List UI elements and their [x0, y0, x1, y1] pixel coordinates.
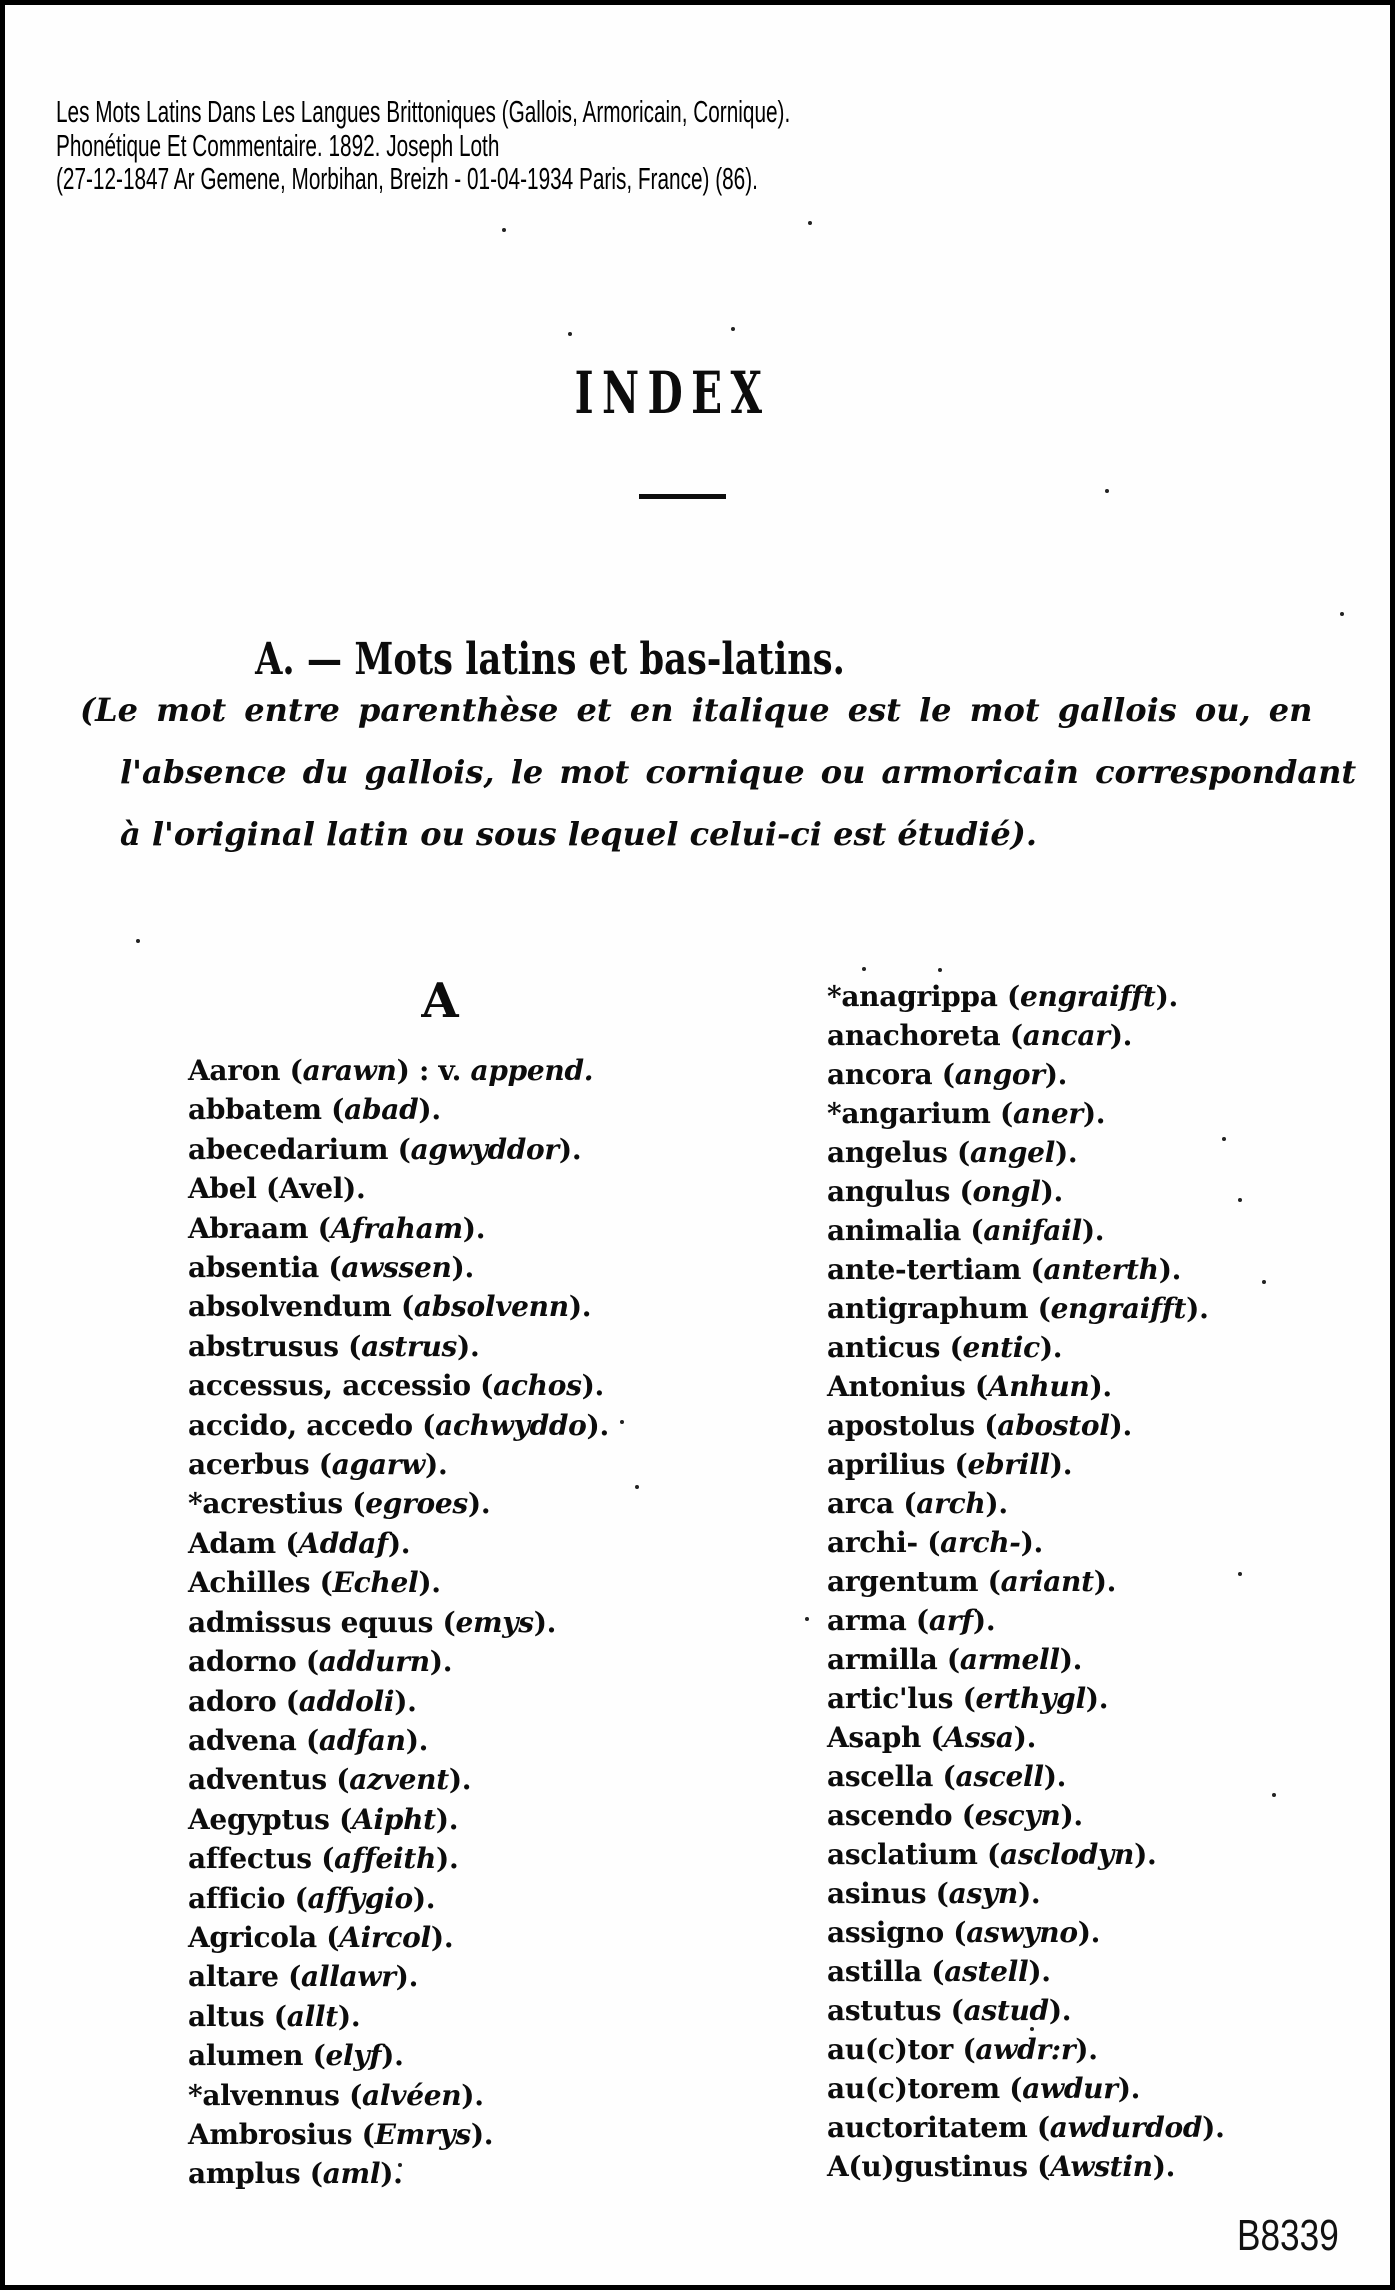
- index-entry: Adam (Addaf).: [188, 1526, 411, 1560]
- index-entry: afficio (affygio).: [188, 1881, 436, 1915]
- index-entry: Aaron (arawn) : v. append.: [188, 1054, 594, 1087]
- index-entry: ancora (angor).: [827, 1058, 1068, 1091]
- index-entry: Abraam (Afraham).: [188, 1211, 486, 1245]
- catalog-stamp: B8339: [1237, 2211, 1339, 2260]
- index-entry: astilla (astell).: [827, 1955, 1051, 1988]
- index-entry: ante-tertiam (anterth).: [827, 1253, 1182, 1286]
- index-entry: abstrusus (astrus).: [188, 1329, 480, 1363]
- index-entry: astutus (astud).: [827, 1994, 1072, 2027]
- index-entry: ascella (ascell).: [827, 1760, 1067, 1793]
- index-entry: asclatium (asclodyn).: [827, 1838, 1157, 1871]
- index-column-left: [188, 1051, 609, 2194]
- index-entry: *anagrippa (engraifft).: [827, 980, 1178, 1013]
- index-entry: *acrestius (egroes).: [188, 1487, 491, 1521]
- document-header: [56, 95, 1152, 196]
- title-rule: [639, 494, 726, 499]
- index-entry: armilla (armell).: [827, 1643, 1083, 1676]
- header-author-line: (27-12-1847 Ar Gemene, Morbihan, Breizh - 01-04-1934 Paris, France) (86).: [56, 161, 758, 196]
- index-entry: abecedarium (agwyddor).: [188, 1132, 582, 1166]
- index-entry: absolvendum (absolvenn).: [188, 1290, 592, 1324]
- index-entry: altus (allt).: [188, 1999, 361, 2033]
- index-entry: Ambrosius (Emrys).: [188, 2117, 494, 2151]
- index-entry: advena (adfan).: [188, 1723, 429, 1757]
- index-entry: artic'lus (erthygl).: [827, 1682, 1109, 1715]
- index-entry: anachoreta (ancar).: [827, 1019, 1133, 1052]
- index-entry: anticus (entic).: [827, 1331, 1063, 1364]
- index-entry: Antonius (Anhun).: [827, 1370, 1112, 1403]
- index-entry: *alvennus (alvéen).: [188, 2078, 484, 2112]
- scan-specks: [5, 5, 9, 9]
- index-entry: Abel (Avel).: [188, 1172, 366, 1206]
- index-entry: angelus (angel).: [827, 1136, 1078, 1169]
- index-entry: adventus (azvent).: [188, 1763, 472, 1797]
- index-entry: auctoritatem (awdurdod).: [827, 2111, 1225, 2144]
- index-entry: acerbus (agarw).: [188, 1448, 448, 1482]
- index-entry: Agricola (Aircol).: [188, 1920, 454, 1954]
- index-entry: au(c)tor (awdr:r).: [827, 2033, 1098, 2066]
- index-entry: ascendo (escyn).: [827, 1799, 1083, 1832]
- header-title-line: Les Mots Latins Dans Les Langues Brittoniques (Gallois, Armoricain, Cornique).: [56, 94, 791, 129]
- index-entry: adorno (addurn).: [188, 1645, 453, 1679]
- index-entry: Asaph (Assa).: [827, 1721, 1037, 1754]
- index-entry: A(u)gustinus (Awstin).: [827, 2150, 1176, 2183]
- index-entry: arma (arf).: [827, 1604, 996, 1637]
- index-entry: Aegyptus (Aipht).: [188, 1802, 459, 1836]
- index-entry: argentum (ariant).: [827, 1565, 1117, 1598]
- index-entry: aprilius (ebrill).: [827, 1448, 1073, 1481]
- index-entry: amplus (aml).: [188, 2157, 403, 2191]
- index-entry: abbatem (abad).: [188, 1093, 441, 1127]
- index-entry: absentia (awssen).: [188, 1251, 474, 1285]
- index-column-right: [827, 977, 1225, 2186]
- page-title: INDEX: [574, 359, 771, 427]
- index-entry: adoro (addoli).: [188, 1684, 417, 1718]
- index-entry: accido, accedo (achwyddo).: [188, 1408, 609, 1442]
- section-heading: A. — Mots latins et bas-latins.: [255, 634, 845, 685]
- intro-note: [80, 679, 1357, 865]
- index-entry: arca (arch).: [827, 1487, 1008, 1520]
- index-entry: asinus (asyn).: [827, 1877, 1041, 1910]
- intro-line: l'absence du gallois, le mot cornique ou armoricain correspondant: [120, 753, 1357, 791]
- index-entry: *angarium (aner).: [827, 1097, 1106, 1130]
- header-subtitle-line: Phonétique Et Commentaire. 1892. Joseph Loth: [56, 127, 500, 163]
- index-entry: accessus, accessio (achos).: [188, 1369, 604, 1403]
- index-entry: affectus (affeith).: [188, 1842, 459, 1876]
- index-entry: antigraphum (engraifft).: [827, 1292, 1209, 1325]
- index-entry: assigno (aswyno).: [827, 1916, 1101, 1949]
- index-entry: Achilles (Echel).: [188, 1566, 441, 1600]
- intro-line: (Le mot entre parenthèse et en italique est le mot gallois ou, en: [80, 691, 1313, 729]
- intro-line: à l'original latin ou sous lequel celui-ci est étudié).: [120, 815, 1037, 853]
- index-entry: archi- (arch-).: [827, 1526, 1043, 1559]
- index-entry: angulus (ongl).: [827, 1175, 1063, 1208]
- index-entry: au(c)torem (awdur).: [827, 2072, 1141, 2105]
- index-entry: alumen (elyf).: [188, 2039, 404, 2073]
- index-entry: animalia (anifail).: [827, 1214, 1105, 1247]
- index-entry: admissus equus (emys).: [188, 1605, 557, 1639]
- index-entry: altare (allawr).: [188, 1960, 419, 1994]
- index-entry: apostolus (abostol).: [827, 1409, 1132, 1442]
- section-letter: A: [421, 973, 459, 1029]
